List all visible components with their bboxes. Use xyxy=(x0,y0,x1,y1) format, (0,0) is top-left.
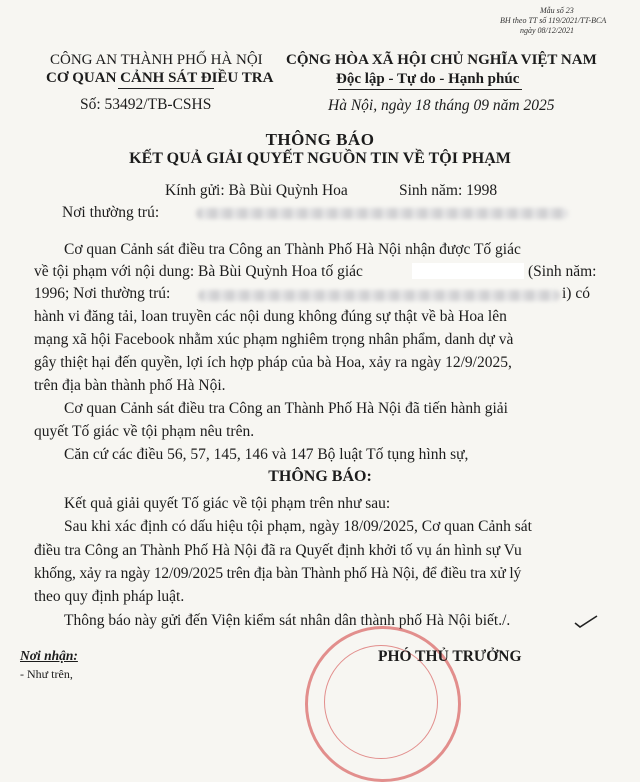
header-right-underline xyxy=(338,89,522,90)
recipient-name: Kính gửi: Bà Bùi Quỳnh Hoa xyxy=(165,182,348,199)
form-number: Mẫu số 23 xyxy=(540,6,574,15)
document-number: Số: 53492/TB-CSHS xyxy=(80,96,212,113)
legal-basis: Căn cứ các điều 56, 57, 145, 146 và 147 Bộ luật Tố tụng hình sự, xyxy=(64,446,469,463)
paragraph-2-line-1: Cơ quan Cảnh sát điều tra Công an Thành Phố Hà Nội đã tiến hành giải xyxy=(64,400,508,417)
recipient-list-item: - Như trên, xyxy=(20,667,73,681)
document-title: THÔNG BÁO xyxy=(265,130,375,149)
check-mark-icon xyxy=(573,614,599,630)
paragraph-5-line-1: Sau khi xác định có dấu hiệu tội phạm, ngày 18/09/2025, Cơ quan Cảnh sát xyxy=(64,518,532,535)
agency-name: CÔNG AN THÀNH PHỐ HÀ NỘI xyxy=(50,52,263,68)
paragraph-1-line-1: Cơ quan Cảnh sát điều tra Công an Thành Phố Hà Nội nhận được Tố giác xyxy=(64,241,521,258)
redacted-address-2 xyxy=(198,290,560,301)
form-reference-date: ngày 08/12/2021 xyxy=(520,26,574,35)
paragraph-5-line-3: khống, xảy ra ngày 12/09/2025 trên địa bàn Thành phố Hà Nội, để điều tra xử lý xyxy=(34,565,522,582)
agency-department: CƠ QUAN CẢNH SÁT ĐIỀU TRA xyxy=(46,70,274,86)
country-name: CỘNG HÒA XÃ HỘI CHỦ NGHĨA VIỆT NAM xyxy=(286,52,597,68)
paragraph-2-line-2: quyết Tố giác về tội phạm nêu trên. xyxy=(34,423,255,440)
notice-heading: THÔNG BÁO: xyxy=(268,468,372,485)
paragraph-1-line-5: mạng xã hội Facebook nhằm xúc phạm nghiêm trọng nhân phẩm, danh dự và xyxy=(34,331,514,348)
recipients-label: Nơi nhận: xyxy=(20,648,78,663)
paragraph-1-line-2: về tội phạm với nội dung: Bà Bùi Quỳnh Hoa tố giác xyxy=(34,263,363,280)
redacted-address xyxy=(196,208,568,219)
header-left-underline xyxy=(118,88,214,89)
recipient-residence-label: Nơi thường trú: xyxy=(62,204,160,221)
paragraph-1-line-7: trên địa bàn thành phố Hà Nội. xyxy=(34,377,226,394)
document-subtitle: KẾT QUẢ GIẢI QUYẾT NGUỒN TIN VỀ TỘI PHẠM xyxy=(129,150,511,167)
signer-title: PHÓ THỦ TRƯỞNG xyxy=(378,648,522,665)
paragraph-5-line-4: theo quy định pháp luật. xyxy=(34,588,185,605)
redacted-name xyxy=(412,263,524,279)
paragraph-1-line-2-end: (Sinh năm: xyxy=(528,263,597,280)
issue-date: Hà Nội, ngày 18 tháng 09 năm 2025 xyxy=(328,97,555,114)
closing-statement: Thông báo này gửi đến Viện kiểm sát nhân dân thành phố Hà Nội biết./. xyxy=(64,612,511,629)
recipient-birth-year: Sinh năm: 1998 xyxy=(399,182,498,199)
form-reference: BH theo TT số 119/2021/TT-BCA xyxy=(500,16,607,25)
paragraph-1-line-4: hành vi đăng tải, loan truyền các nội dung không đúng sự thật về bà Hoa lên xyxy=(34,308,507,325)
country-motto: Độc lập - Tự do - Hạnh phúc xyxy=(336,71,520,87)
paragraph-5-line-2: điều tra Công an Thành Phố Hà Nội đã ra Quyết định khởi tố vụ án hình sự Vu xyxy=(34,542,522,559)
paragraph-1-line-3: 1996; Nơi thường trú: xyxy=(34,285,171,302)
result-intro: Kết quả giải quyết Tố giác về tội phạm trên như sau: xyxy=(64,495,391,512)
paragraph-1-line-3-end: i) có xyxy=(562,285,590,302)
paragraph-1-line-6: gây thiệt hại đến quyền, lợi ích hợp pháp của bà Hoa, xảy ra ngày 12/9/2025, xyxy=(34,354,512,371)
